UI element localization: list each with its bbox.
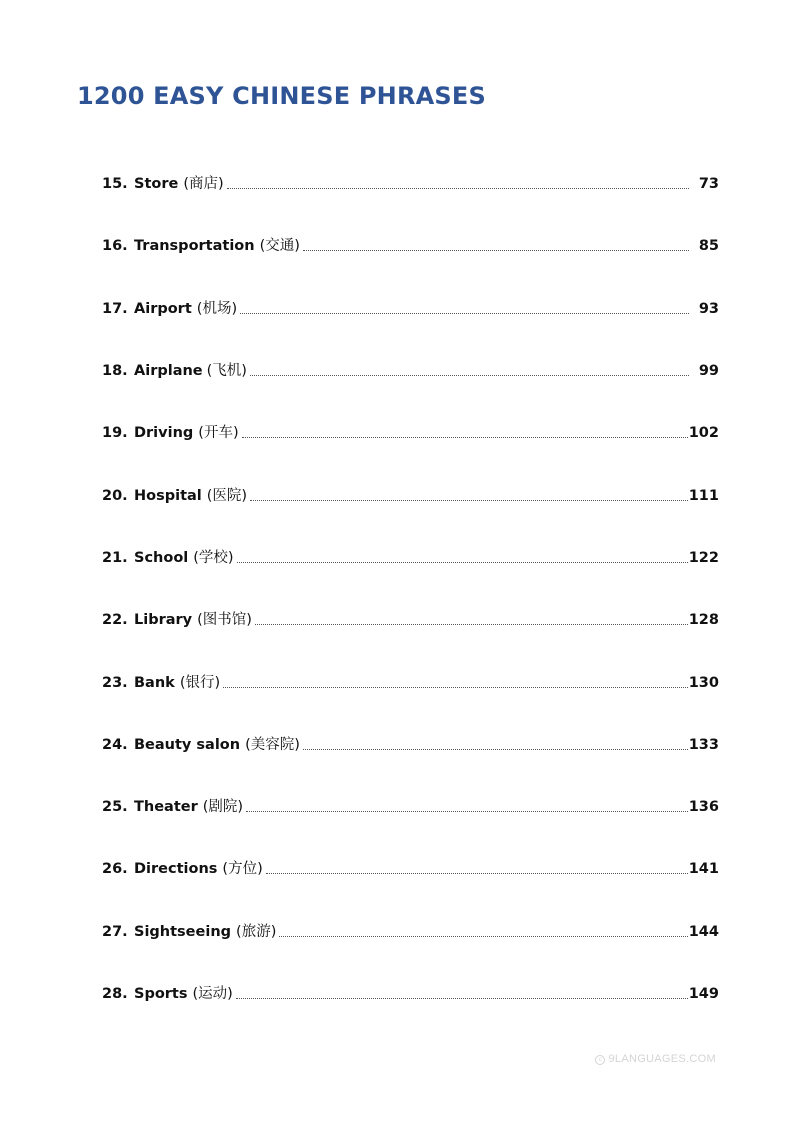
watermark bbox=[595, 1053, 716, 1065]
toc-entry-page: 102 bbox=[688, 425, 719, 442]
toc-dot-leader bbox=[303, 249, 689, 251]
toc-entry-chinese: (交通) bbox=[259, 238, 300, 255]
toc-entry-number: 26. bbox=[102, 861, 128, 878]
toc-dot-leader bbox=[303, 748, 688, 750]
toc-entry-number: 16. bbox=[102, 238, 128, 255]
toc-entry-chinese: (银行) bbox=[179, 674, 221, 691]
toc-entry-number: 20. bbox=[102, 487, 128, 504]
toc-entry-directions[interactable] bbox=[102, 838, 719, 900]
toc-dot-leader bbox=[223, 686, 688, 688]
toc-entry-page: 99 bbox=[698, 363, 719, 380]
toc-entry-page: 93 bbox=[698, 300, 719, 317]
toc-entry-number: 22. bbox=[102, 612, 128, 629]
toc-dot-leader bbox=[227, 187, 689, 189]
toc-entry-chinese: (飞机) bbox=[206, 363, 247, 380]
toc-entry-number: 15. bbox=[102, 176, 128, 193]
toc-entry-number: 18. bbox=[102, 363, 128, 380]
toc-dot-leader bbox=[242, 436, 688, 438]
toc-entry-title: Hospital bbox=[134, 487, 202, 504]
toc-dot-leader bbox=[250, 374, 689, 376]
toc-entry-title: Sports bbox=[134, 986, 188, 1002]
watermark-text: 9LANGUAGES.COM bbox=[608, 1053, 716, 1065]
toc-entry-school[interactable] bbox=[102, 527, 719, 589]
toc-entry-number: 27. bbox=[102, 923, 128, 940]
toc-entry-number: 23. bbox=[102, 674, 128, 691]
toc-dot-leader bbox=[236, 997, 688, 999]
toc-entry-page: 73 bbox=[698, 176, 719, 193]
toc-entry-store[interactable] bbox=[102, 153, 719, 215]
table-of-contents bbox=[102, 153, 719, 1025]
toc-entry-title: Directions bbox=[134, 861, 218, 878]
copyright-icon: c bbox=[595, 1055, 605, 1065]
toc-entry-page: 149 bbox=[688, 986, 719, 1002]
toc-dot-leader bbox=[255, 623, 688, 625]
toc-entry-bank[interactable] bbox=[102, 651, 719, 713]
toc-entry-chinese: (商店) bbox=[183, 176, 224, 193]
toc-entry-sightseeing[interactable] bbox=[102, 901, 719, 963]
toc-entry-theater[interactable] bbox=[102, 776, 719, 838]
toc-entry-title: Airport bbox=[134, 300, 192, 317]
toc-entry-number: 25. bbox=[102, 799, 128, 816]
toc-entry-chinese: (运动) bbox=[192, 986, 233, 1002]
toc-dot-leader bbox=[279, 935, 687, 937]
toc-entry-page: 130 bbox=[688, 674, 719, 691]
toc-dot-leader bbox=[250, 499, 688, 501]
toc-entry-page: 122 bbox=[688, 549, 719, 566]
toc-entry-page: 128 bbox=[688, 612, 719, 629]
toc-entry-transportation[interactable] bbox=[102, 215, 719, 277]
toc-entry-number: 21. bbox=[102, 549, 128, 566]
toc-dot-leader bbox=[240, 312, 689, 314]
toc-entry-chinese: (机场) bbox=[196, 300, 238, 317]
toc-entry-title: Bank bbox=[134, 674, 175, 691]
toc-entry-driving[interactable] bbox=[102, 402, 719, 464]
toc-entry-number: 28. bbox=[102, 986, 128, 1002]
toc-entry-chinese: (美容院) bbox=[245, 736, 300, 753]
toc-entry-chinese: (医院) bbox=[206, 487, 248, 504]
toc-dot-leader bbox=[246, 810, 688, 812]
toc-entry-number: 24. bbox=[102, 736, 128, 753]
toc-entry-page: 133 bbox=[688, 736, 719, 753]
toc-entry-chinese: (旅游) bbox=[236, 923, 277, 940]
toc-entry-chinese: (开车) bbox=[198, 425, 239, 442]
toc-entry-airport[interactable] bbox=[102, 278, 719, 340]
toc-entry-title: School bbox=[134, 549, 189, 566]
toc-entry-chinese: (图书馆) bbox=[197, 612, 252, 629]
toc-entry-beauty-salon[interactable] bbox=[102, 714, 719, 776]
toc-entry-title: Airplane bbox=[134, 363, 203, 380]
toc-entry-title: Transportation bbox=[134, 238, 255, 255]
toc-dot-leader bbox=[237, 561, 688, 563]
toc-entry-number: 19. bbox=[102, 425, 128, 442]
toc-entry-title: Theater bbox=[134, 799, 198, 816]
toc-entry-chinese: (学校) bbox=[193, 549, 234, 566]
toc-entry-title: Sightseeing bbox=[134, 923, 232, 940]
toc-entry-page: 144 bbox=[688, 923, 719, 940]
toc-entry-title: Beauty salon bbox=[134, 736, 241, 753]
toc-entry-title: Store bbox=[134, 176, 179, 193]
page-title: 1200 EASY CHINESE PHRASES bbox=[77, 82, 486, 110]
toc-entry-page: 111 bbox=[688, 487, 719, 504]
toc-dot-leader bbox=[266, 872, 688, 874]
toc-entry-airplane[interactable] bbox=[102, 340, 719, 402]
toc-entry-title: Library bbox=[134, 612, 193, 629]
toc-entry-page: 85 bbox=[698, 238, 719, 255]
toc-entry-hospital[interactable] bbox=[102, 464, 719, 526]
toc-entry-page: 141 bbox=[688, 861, 719, 878]
toc-entry-chinese: (方位) bbox=[222, 861, 263, 878]
toc-entry-sports[interactable] bbox=[102, 963, 719, 1025]
toc-entry-chinese: (剧院) bbox=[202, 799, 244, 816]
toc-entry-library[interactable] bbox=[102, 589, 719, 651]
toc-entry-page: 136 bbox=[688, 799, 719, 816]
toc-entry-title: Driving bbox=[134, 425, 194, 442]
toc-entry-number: 17. bbox=[102, 300, 128, 317]
